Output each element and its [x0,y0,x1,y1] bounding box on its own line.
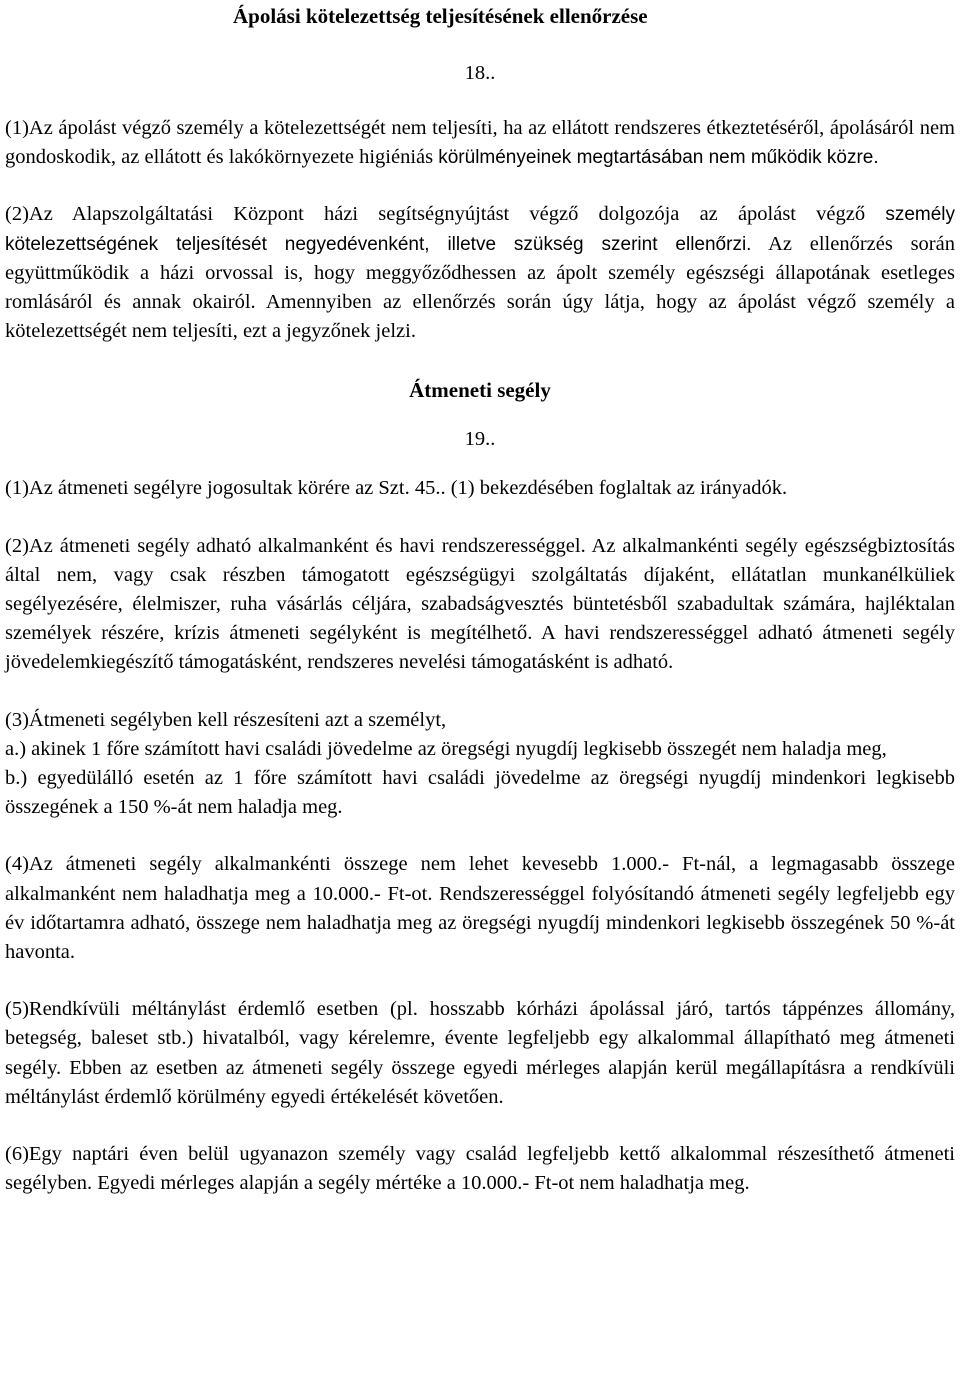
paragraph-18-2-c: Az ellenőrzés során együttműködik a házi orvossal is, hogy meggyőződhessen az ápolt személy egészségi állapotának esetleges romlásáról és annak okairól. [5,232,955,314]
section-number-19: 19.. [464,428,496,451]
document-page [5,0,955,1198]
document-title: Ápolási kötelezettség teljesítésének ellenőrzése [233,4,648,28]
paragraph-18-2-a: (2)Az Alapszolgáltatási Központ házi segítségnyújtást végző dolgozója az ápolást végző [5,203,886,226]
paragraph-18-2-d: Amennyiben az ellenőrzés során úgy látja, hogy az ápolást végző személy a kötelezettségét nem teljesíti, ezt a jegyzőnek jelzi. [5,291,955,343]
paragraph-19-6: (6)Egy naptári éven belül ugyanazon személy vagy család legfeljebb kettő alkalommal részesíthető átmeneti segélyben. Egyedi mérleges alapján a segély mértéke a 10.000.- Ft-ot nem haladhatja meg. [5,1143,955,1195]
paragraph-18-1 [5,114,955,172]
paragraph-19-3-b: b.) egyedülálló esetén az 1 főre számított havi családi jövedelme az öregségi nyugdíj mindenkori legkisebb összegének a 150 %-át nem haladja meg. [5,767,955,819]
paragraph-19-3-intro: (3)Átmeneti segélyben kell részesíteni azt a személyt, [5,708,447,731]
paragraph-19-4: (4)Az átmeneti segély alkalmankénti összege nem lehet kevesebb 1.000.- Ft-nál, a legmagasabb összege alkalmanként nem haladhatja meg a 10.000.- Ft-ot. Rendszerességgel folyósítandó átmeneti segély legfeljebb egy év időtartamra adható, összege nem haladhatja meg az öregségi nyugdíj mindenkori legkisebb összegének 50 %-át havonta. [5,853,955,964]
section-heading-19: Átmeneti segély [409,378,551,403]
paragraph-19-3-a: a.) akinek 1 főre számított havi családi jövedelme az öregségi nyugdíj legkisebb összegét nem haladja meg, [5,737,887,760]
paragraph-19-1: (1)Az átmeneti segélyre jogosultak körére az Szt. 45.. (1) bekezdésében foglaltak az irányadók. [5,477,788,500]
paragraph-18-2-b: személy kötelezettségének teljesítését negyedévenként, illetve szükség szerint ellenőrzi. [5,204,955,255]
paragraph-18-2 [5,200,955,346]
paragraph-19-2: (2)Az átmeneti segély adható alkalmanként és havi rendszerességgel. Az alkalmankénti segély egészségbiztosítás által nem, vagy csak részben támogatott egészségügyi szolgáltatás díjaként, ellátatlan munkanélküliek segélyezésére, élelmiszer, ruha vásárlás céljára, szabadságvesztés büntetésből szabadultak számára, hajléktalan személyek részére, krízis átmeneti segélyként is megítélhető. A havi rendszerességgel adható átmeneti segély jövedelemkiegészítő támogatásként, rendszeres nevelési támogatásként is adható. [5,534,955,674]
paragraph-18-1-main: (1)Az ápolást végző személy a kötelezettségét nem teljesíti, ha az ellátott rendszeres étkeztetéséről, ápolásáról nem gondoskodik, az ellátott és lakókörnyezete higiéniás [5,117,955,169]
section-number-18: 18.. [464,62,496,84]
paragraph-19-5: (5)Rendkívüli méltánylást érdemlő esetben (pl. hosszabb kórházi ápolással járó, tartós táppénzes állomány, betegség, baleset stb.) hivatalból, vagy kérelemre, évente legfeljebb egy alkalommal állapítható meg átmeneti segély. Ebben az esetben az átmeneti segély összege egyedi mérleges alapján kerül megállapításra a rendkívüli méltánylást érdemlő körülmény egyedi értékelését követően. [5,998,955,1108]
paragraph-18-1-tail: körülményeinek megtartásában nem működik közre. [438,147,879,169]
